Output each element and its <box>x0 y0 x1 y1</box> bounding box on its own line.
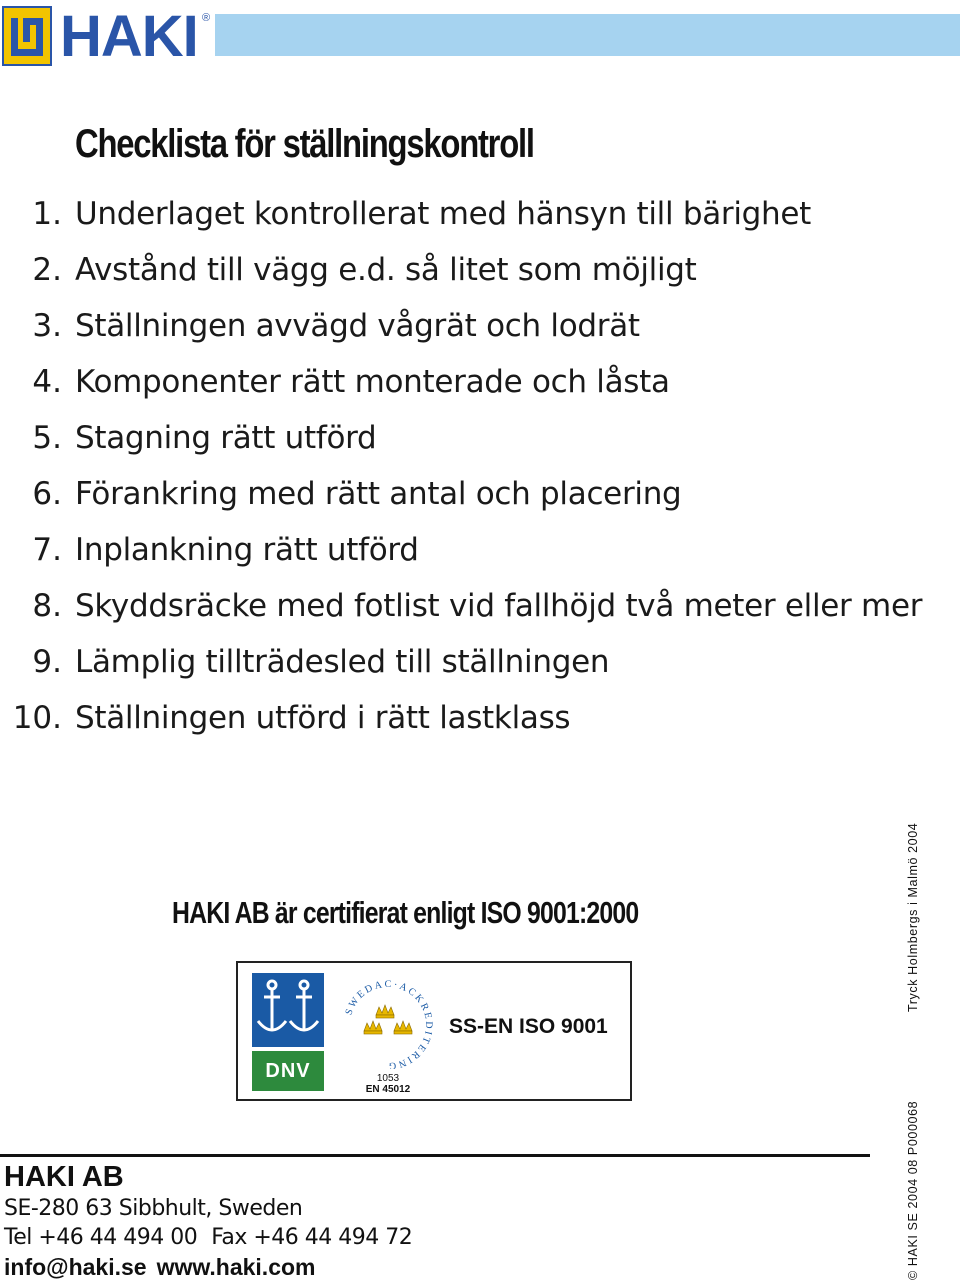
item-text: Lämplig tillträdesled till ställningen <box>75 644 610 680</box>
certification-box <box>236 961 632 1101</box>
item-text: Komponenter rätt monterade och låsta <box>75 364 670 400</box>
registered-mark: ® <box>202 12 211 24</box>
list-item <box>0 298 960 354</box>
swedac-crowns-icon <box>338 977 438 1069</box>
company-phone-line <box>4 1223 412 1252</box>
company-tel: Tel +46 44 494 00 <box>4 1225 198 1250</box>
page-title: Checklista för ställningskontroll <box>75 122 534 166</box>
item-text: Underlaget kontrollerat med hänsyn till bärighet <box>75 196 812 232</box>
brand-wordmark: HAKI <box>60 4 198 69</box>
list-item <box>0 354 960 410</box>
list-item <box>0 522 960 578</box>
list-item <box>0 634 960 690</box>
swedac-number: 1053 <box>376 1073 400 1084</box>
item-text: Förankring med rätt antal och placering <box>75 476 682 512</box>
company-address: SE-280 63 Sibbhult, Sweden <box>4 1196 303 1221</box>
list-item <box>0 242 960 298</box>
item-text: Stagning rätt utförd <box>75 420 377 456</box>
item-number: 10. <box>12 700 62 736</box>
standard-label: SS-EN ISO 9001 <box>449 1015 608 1038</box>
item-text: Avstånd till vägg e.d. så litet som möjligt <box>75 252 697 288</box>
list-item <box>0 186 960 242</box>
list-item <box>0 578 960 634</box>
footer-divider <box>0 1154 870 1157</box>
dnv-anchors-icon <box>252 973 324 1047</box>
header-band <box>215 14 960 56</box>
item-number: 7. <box>32 532 62 568</box>
list-item <box>0 466 960 522</box>
company-website[interactable]: www.haki.com <box>156 1254 316 1280</box>
item-number: 5. <box>32 420 62 456</box>
header-bar <box>0 0 960 70</box>
list-item <box>0 410 960 466</box>
item-text: Ställningen utförd i rätt lastklass <box>75 700 571 736</box>
company-email[interactable]: info@haki.se <box>4 1254 147 1280</box>
item-text: Ställningen avvägd vågrät och lodrät <box>75 308 640 344</box>
swedac-standard: EN 45012 <box>365 1084 411 1095</box>
item-number: 2. <box>32 252 62 288</box>
swedac-ring-text: SWEDAC·ACKREDITERING <box>343 978 435 1069</box>
item-number: 8. <box>32 588 62 624</box>
company-web-line <box>4 1252 412 1282</box>
checklist <box>0 186 960 746</box>
haki-logo-icon <box>2 6 52 66</box>
company-name: HAKI AB <box>4 1161 124 1193</box>
item-number: 1. <box>32 196 62 232</box>
item-text: Inplankning rätt utförd <box>75 532 419 568</box>
item-text: Skyddsräcke med fotlist vid fallhöjd två meter eller mer <box>75 588 923 624</box>
side-print-info: Tryck Holmbergs i Malmö 2004 <box>906 822 920 1012</box>
item-number: 9. <box>32 644 62 680</box>
item-number: 6. <box>32 476 62 512</box>
company-info <box>4 1160 412 1282</box>
swedac-code <box>353 1073 423 1095</box>
company-fax: Fax +46 44 494 72 <box>211 1225 413 1250</box>
certification-heading: HAKI AB är certifierat enligt ISO 9001:2000 <box>172 895 639 930</box>
item-number: 4. <box>32 364 62 400</box>
side-document-code: © HAKI SE 2004 08 P000068 <box>906 1100 920 1280</box>
list-item <box>0 690 960 746</box>
dnv-label: DNV <box>252 1051 324 1091</box>
item-number: 3. <box>32 308 62 344</box>
